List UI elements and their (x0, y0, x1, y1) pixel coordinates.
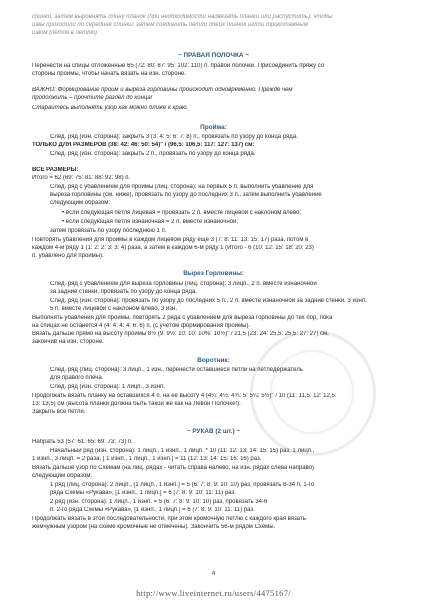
text-line: След. ряд (лиц. сторона): 3 лицп., 1 изн., перенести оставшиеся петли на петледержатель (50, 367, 303, 373)
section-heading: ~ ПРАВАЯ ПОЛОЧКА ~ (177, 52, 250, 59)
text-line: След. ряд (изн. сторона): провязать по узору до последних 5 п., 2 п. вместе изнаночной за задние стенки, 3 изнп. (50, 298, 367, 304)
text-line: за задние стенки, провязать по узору до конца ряда. (50, 289, 197, 295)
text-line: следующим образом: (50, 200, 110, 206)
text-line: След. ряд с убавлением для выреза горловины (лиц. сторона): 3 лицп., 2 п. вместе изнаночной (50, 281, 317, 287)
text-line: ТОЛЬКО ДЛЯ РАЗМЕРОВ (38: 42: 46: 50: 54)" / (96,5: 106,5: 117: 127: 137) см: (32, 142, 255, 148)
text-line: каждом 4-м ряду 1 (1: 2: 2: 3: 3: 4) раза, а затем в каждом 6-м ряду 1 (Итого - 6 (10: 12: 15: 18: 20: 23) (32, 245, 314, 251)
text-line: швы проходили по середине спинки; затем соединить петли обеих планок иглой трикотажным (32, 22, 308, 28)
text-line: Перенести на спицы отложенные 65 (72: 80: 87: 95: 102: 110) п. правой полочки. Присоединить пряжу со (32, 63, 325, 69)
text-line: п. убавлено для проймы). (32, 253, 104, 259)
list-item: • если следующая петля лицевая = провязать 2 п. вместе лицевой с наклоном влево; (62, 210, 302, 216)
subsection-heading: Пройма: (200, 124, 227, 131)
text-line: выреза горловины (см. ниже), провязать по узору до последних 3 п., затем выполнить убавление (50, 192, 322, 198)
text-line: ВСЕ РАЗМЕРЫ: (32, 167, 79, 173)
text-line: ВАЖНО: Формирование пройм и выреза горловины происходит одновременно. Прежде чем (32, 87, 293, 93)
text-line: След. ряд (изн. сторона): закрыть 2 п., провязать по узору до конца ряда. (50, 151, 256, 157)
text-line: швом (петля в петлю). (32, 30, 99, 36)
text-line: Вязать дальше узор по Схемам (на лиц. рядах - читать справа налево; на изн. рядах слева направо) (32, 465, 315, 471)
text-line: следующим образом: (32, 473, 92, 479)
text-line: Вязать дальше прямо на высоту проймы 8½ (9: 9½: 10: 10: 10%: 10½)" / 21,5 (23: 24: 25,5: 25,5: 27: 27) см, (32, 331, 329, 337)
text-line: Закрыть все петли. (32, 409, 86, 415)
section-heading: ~ РУКАВ (2 шт.) ~ (186, 428, 241, 435)
text-line: затем провязать по узору последнюю 1 п. (50, 228, 167, 234)
text-line: ряда Схемы «Рукава», [1 изнп., 1 лицп.] = 6 (7: 8: 9: 10: 11: 11) раз. (50, 490, 236, 496)
text-line: спинки: затем выровнять длину планок (при необходимости надвязать планки или распустить), чтобы (32, 14, 333, 20)
text-line: 5 п. вместе лицевой с наклоном влево, 3 изн. (50, 306, 178, 312)
footer-url[interactable]: http://www.liveinternet.ru/users/4475167/ (136, 588, 291, 598)
text-line: Повторять убавления для проймы в каждом лицевом ряду ещё 3 (7: 8: 11: 13: 15: 17) раза, потом в (32, 237, 309, 243)
text-line: Продолжать вязать в этой последовательности, при этом кромочную петлю с каждого края вязать (32, 516, 306, 522)
text-line: 1 ряд (лиц. сторона): 2 лицп., [1 лицп., 1 изнп.] = 5 (6: 7: 8: 9: 10: 10) раз, провязать 6-34 п. 1-го (50, 482, 315, 488)
page-number: 4 (211, 571, 216, 577)
text-line: Набрать 53 (57: 61: 65: 69: 73: 73) п. (32, 439, 133, 445)
text-line: След. ряд с убавлением для проймы (лиц. сторона): на первых 5 п. выполнить убавление для (50, 184, 314, 190)
text-line: на спицах не останется 4 (4: 4: 4: 4: 6: 6) п. (с учётом формирования проймы). (32, 323, 251, 329)
text-line: 13: 13,5) см (высота планки должна быть такой же как на Левой Полочке!). (32, 401, 241, 407)
text-line: Выполнять убавления для проймы, повторять 2 ряда с убавлением для выреза горловины до тех пор, пока (32, 315, 333, 321)
list-item: • если следующая петля изнаночная = 2 п. вместе изнаночной; (62, 219, 238, 225)
text-line: След. ряд (изн. сторона): 1 лицп., 3 изнп. (50, 384, 165, 390)
subsection-heading: Воротник: (197, 357, 230, 364)
text-line: стороны проймы, чтобы начать вязать на изн. стороне. (32, 71, 186, 77)
text-line: След. ряд (изн. сторона): закрыть 3 (3: 4: 5: 6: 7: 8) п., провязать по узору до конца ряда. (50, 134, 298, 140)
subsection-heading: Вырез Горловины: (183, 270, 244, 277)
text-line: п. 2-го ряда Схемы «Рукава», [1 изнп., 1 лицп.] = 6 (7: 8: 9: 10: 11: 11) раз. (50, 507, 255, 513)
text-line: Продолжать вязать планку на оставшихся 4 п. на её высоту 4 (4¼: 4½: 4¾: 5: 5¼: 5½)" / 10 (11: 11,5: 12: 12,5: (32, 393, 337, 399)
text-line: Старайтесь выполнять узор как можно ближе к краю. (32, 105, 189, 111)
text-line: 1 изнп., 3 лицп. = 2 раза, [ 1 изнп., 1 лицп., 1 изнп.] = 11 (12: 13: 14: 15: 16: 16) раз. (32, 456, 262, 462)
text-line: жемчужным узором (на схеме кромочные не отмечены). Закончить 56-м рядом Схемы. (32, 524, 276, 530)
text-line: 2 ряд (изн. сторона): 1 лицп., 1 изнп. = 5 (6: 7: 8: 9: 10: 10) раз, провязать 34-6 (50, 499, 268, 505)
text-line: для правого плеча. (50, 375, 104, 381)
text-line: закончив на изн. стороне. (32, 339, 104, 345)
text-line: Начальный ряд (изн. сторона): 1 лицп., 1 изнп., 1 лицп. * 10 (11: 12: 13: 14: 15: 15) раз, 1 лицп., (50, 448, 315, 454)
text-line: продолжить – прочтите раздел до конца! (32, 95, 153, 101)
text-line: Итого = 62 (69: 75: 81: 88: 92: 98) п. (32, 175, 131, 181)
